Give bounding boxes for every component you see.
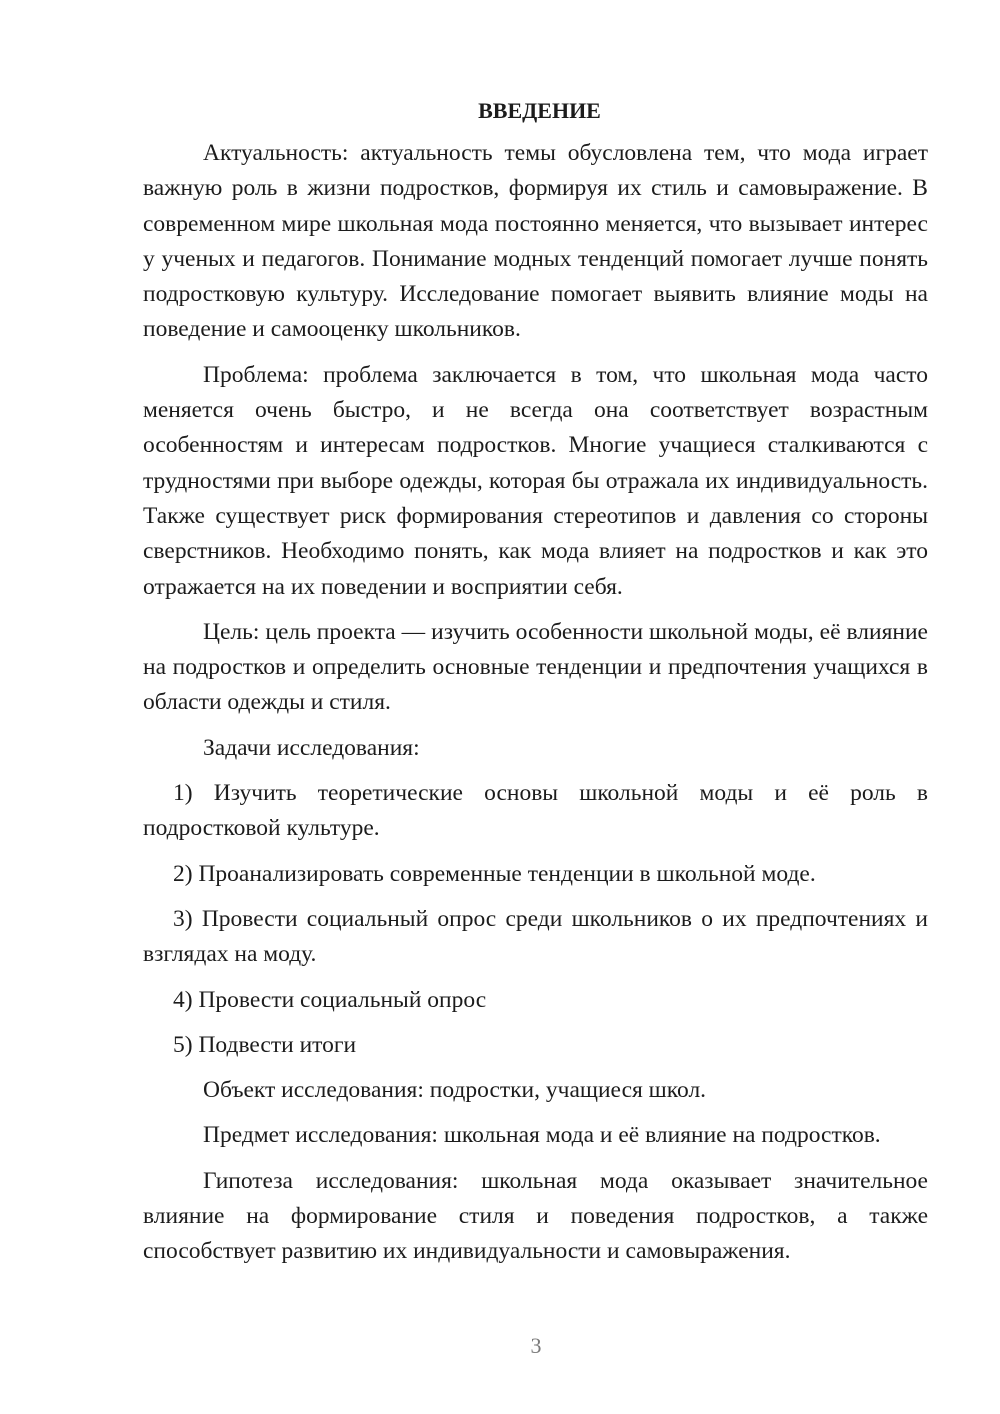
page-number: 3 [530, 1333, 542, 1358]
task-item-1: 1) Изучить теоретические основы школьной моды и её роль в подростковой культуре. [143, 780, 928, 842]
section-title: ВВЕДЕНИЕ [478, 98, 601, 123]
task-item-2: 2) Проанализировать современные тенденции в школьной моде. [173, 860, 816, 887]
paragraph-subject: Предмет исследования: школьная мода и её влияние на подростков. [203, 1122, 881, 1149]
paragraph-goal: Цель: цель проекта — изучить особенности школьной моды, её влияние на подростков и определить основные тенденции и предпочтения учащихся в области одежды и стиля. [143, 618, 928, 716]
task-item-3: 3) Провести социальный опрос среди школьников о их предпочтениях и взглядах на моду. [143, 905, 928, 968]
paragraph-object: Объект исследования: подростки, учащиеся школ. [203, 1077, 707, 1104]
paragraph-problem: Проблема: проблема заключается в том, что школьная мода часто меняется очень быстро, и не всегда она соответствует возрастным особенностям и интересам подростков. Многие учащиеся сталкиваются с трудностями при выборе одежды, которая бы отражала их индивидуальность. Также существует риск формирования стереотипов и давления со стороны сверстников. Необходимо понять, как мода влияет на подростков и как это отражается на их поведении и восприятии себя. [143, 361, 928, 600]
task-item-5: 5) Подвести итоги [173, 1031, 357, 1058]
page-content [143, 94, 928, 1280]
paragraph-hypothesis: Гипотеза исследования: школьная мода оказывает значительное влияние на формирование стиля и поведения подростков, а также способствует развитию их индивидуальности и самовыражения. [143, 1167, 928, 1265]
paragraph-tasks-heading: Задачи исследования: [203, 734, 420, 761]
task-item-4: 4) Провести социальный опрос [173, 986, 487, 1013]
paragraph-relevance: Актуальность: актуальность темы обусловлена тем, что мода играет важную роль в жизни подростков, формируя их стиль и самовыражение. В современном мире школьная мода постоянно меняется, что вызывает интерес у ученых и педагогов. Понимание модных тенденций помогает лучше понять подростковую культуру. Исследование помогает выявить влияние моды на поведение и самооценку школьников. [143, 140, 928, 343]
